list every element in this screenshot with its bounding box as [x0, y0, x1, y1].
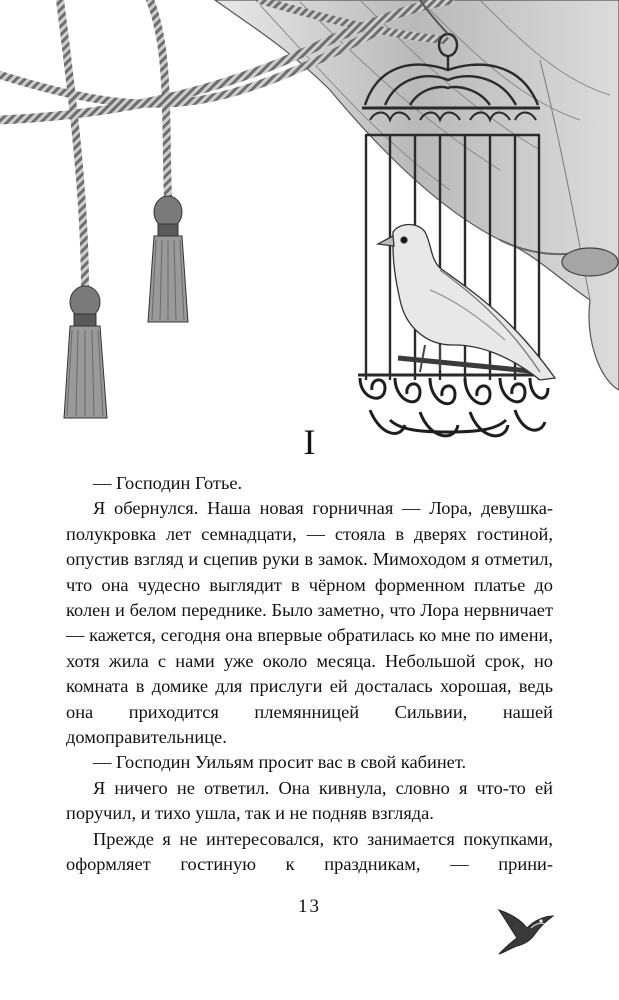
swallow-icon	[495, 900, 557, 956]
header-illustration	[0, 0, 619, 460]
paragraph: — Господин Готье.	[93, 473, 243, 493]
paragraph: Я ничего не ответил. Она кивнула, словно я что-то ей поручил, и тихо ушла, так и не подняв взгляда.	[66, 777, 553, 824]
chapter-numeral: I	[303, 422, 316, 462]
page-number: 13	[298, 896, 321, 917]
body-text	[66, 471, 553, 878]
paragraph: Я обернулся. Наша новая горничная — Лора, девушка-полукровка лет семнадцати, — стояла в дверях гостиной, опустив взгляд и сцепив руки в замок. Мимоходом я отметил, что она чудесно выглядит в чёрном форменном платье до колен и белом переднике. Было заметно, что Лора нервничает — кажется, сегодня она впервые обратилась ко мне по имени, хотя жила с нами уже около месяца. Небольшой срок, но комната в домике для прислуги ей досталась хорошая, ведь она приходится племянницей Сильвии, нашей домоправительнице.	[66, 498, 553, 748]
paragraph: Прежде я не интересовался, кто занимается покупками, оформляет гостиную к праздникам, — прини-	[66, 828, 553, 875]
paragraph: — Господин Уильям просит вас в свой кабинет.	[93, 752, 467, 773]
